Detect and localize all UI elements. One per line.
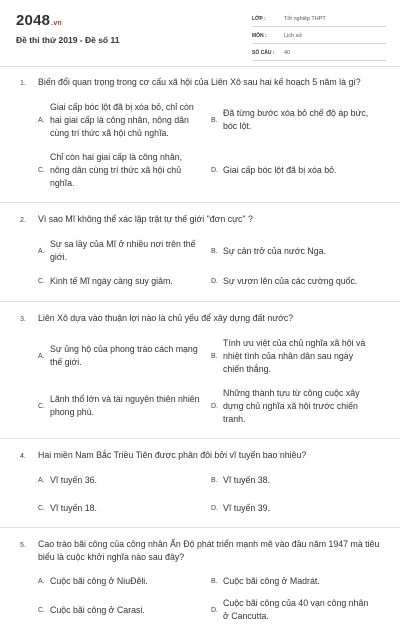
option-d[interactable]: [211, 384, 384, 428]
option-letter: D.: [211, 277, 218, 285]
question-2: [0, 213, 400, 291]
option-text: Chỉ còn hai giai cấp là công nhân, nông dân cùng trí thức xã hội chủ nghĩa.: [50, 151, 183, 188]
option-b[interactable]: [211, 98, 384, 142]
option-letter: A.: [38, 577, 45, 585]
option-b[interactable]: [211, 334, 384, 378]
option-text: Sự ủng hộ của phong trào cách mạng thế giới.: [50, 344, 198, 367]
option-text: Vĩ tuyến 39.: [223, 502, 270, 513]
option-letter: D.: [211, 606, 218, 614]
question-3: [0, 312, 400, 428]
question-text: Liên Xô dựa vào thuận lợi nào là chủ yếu để xây dựng đất nước?: [38, 313, 294, 323]
option-d[interactable]: [211, 148, 384, 192]
question-text: Cao trào bãi công của công nhân Ấn Độ phát triển mạnh mẽ vào đầu năm 1947 mà tiêu biểu là cuộc khởi nghĩa nào sau đây?: [38, 539, 380, 562]
option-a[interactable]: [38, 334, 211, 378]
option-letter: B.: [211, 352, 218, 360]
option-d[interactable]: [211, 271, 384, 291]
option-text: Tính ưu việt của chủ nghĩa xã hội và nhiệt tình của nhân dân sau ngày chiến thắng.: [223, 337, 366, 374]
option-c[interactable]: [38, 384, 211, 428]
option-letter: D.: [211, 504, 218, 512]
option-d[interactable]: [211, 596, 384, 624]
option-text: Kinh tế Mĩ ngày càng suy giảm.: [50, 275, 173, 286]
option-letter: C.: [38, 606, 45, 614]
option-b[interactable]: [211, 471, 384, 489]
question-divider: [0, 438, 400, 439]
header-divider: [0, 66, 400, 67]
option-a[interactable]: [38, 98, 211, 142]
option-text: Sự cản trở của nước Nga.: [223, 245, 327, 256]
option-c[interactable]: [38, 596, 211, 624]
meta-row-subject: [252, 29, 386, 44]
exam-title: Đề thi thử 2019 - Đề số 11: [16, 35, 120, 45]
option-letter: C.: [38, 166, 45, 174]
option-b[interactable]: [211, 572, 384, 590]
option-a[interactable]: [38, 572, 211, 590]
option-text: Giai cấp bóc lột đã bị xóa bỏ, chỉ còn hai giai cấp là công nhân, nông dân cùng trí thức xã hội chủ nghĩa.: [50, 101, 194, 138]
question-4: [0, 449, 400, 517]
option-letter: B.: [211, 247, 218, 255]
option-letter: B.: [211, 116, 218, 124]
option-letter: D.: [211, 402, 218, 410]
option-text: Vĩ tuyến 18.: [50, 502, 97, 513]
question-1: [0, 76, 400, 192]
question-divider: [0, 202, 400, 203]
option-text: Vĩ tuyến 36.: [50, 474, 97, 485]
meta-value: Tốt nghiệp THPT: [284, 16, 326, 22]
option-letter: C.: [38, 277, 45, 285]
option-text: Vĩ tuyến 38.: [223, 474, 270, 485]
option-letter: C.: [38, 402, 45, 410]
question-text: Biến đổi quan trọng trong cơ cấu xã hội của Liên Xô sau hai kế hoạch 5 năm là gì?: [38, 77, 361, 87]
option-text: Cuộc bãi công ở NiuĐêli.: [50, 575, 148, 586]
meta-label: MÔN :: [252, 33, 267, 39]
meta-value: 40: [284, 50, 291, 56]
meta-label: LỚP :: [252, 16, 266, 22]
option-letter: C.: [38, 504, 45, 512]
question-divider: [0, 527, 400, 528]
option-letter: A.: [38, 247, 45, 255]
option-letter: A.: [38, 476, 45, 484]
option-letter: A.: [38, 116, 45, 124]
option-text: Cuộc bãi công ở Madrát.: [223, 575, 320, 586]
question-divider: [0, 301, 400, 302]
option-letter: D.: [211, 166, 218, 174]
option-d[interactable]: [211, 499, 384, 517]
option-text: Những thành tựu từ công cuộc xây dựng chủ nghĩa xã hội trước chiến tranh.: [223, 387, 360, 424]
meta-label: SỐ CÂU :: [252, 50, 275, 56]
option-letter: B.: [211, 476, 218, 484]
logo-text: 2048: [16, 12, 51, 29]
option-c[interactable]: [38, 271, 211, 291]
option-c[interactable]: [38, 148, 211, 192]
option-text: Sự vươn lên của các cường quốc.: [223, 275, 358, 286]
option-text: Lãnh thổ lớn và tài nguyên thiên nhiên phong phú.: [50, 394, 200, 417]
option-text: Sự sa lầy của Mĩ ở nhiều nơi trên thế giới.: [50, 239, 196, 262]
question-number: 1.: [20, 80, 26, 87]
meta-row-count: [252, 46, 386, 61]
option-text: Đã từng bước xóa bỏ chế độ áp bức, bóc lột.: [223, 108, 369, 131]
option-text: Cuộc bãi công ở Carasi.: [50, 604, 145, 615]
option-text: Giai cấp bóc lột đã bị xóa bỏ.: [223, 164, 337, 175]
question-text: Hai miền Nam Bắc Triều Tiên được phân đôi bởi vĩ tuyến bao nhiêu?: [38, 450, 307, 460]
question-text: Vì sao Mĩ không thể xác lập trật tự thế giới "đơn cực" ?: [38, 214, 253, 224]
option-letter: A.: [38, 352, 45, 360]
site-logo[interactable]: [16, 12, 62, 29]
question-5: [0, 538, 400, 624]
question-number: 3.: [20, 316, 26, 323]
option-text: Cuộc bãi công của 40 vạn công nhân ở Cancutta.: [223, 598, 369, 621]
question-number: 4.: [20, 453, 26, 460]
meta-row-class: [252, 12, 386, 27]
option-c[interactable]: [38, 499, 211, 517]
logo-suffix: .vn: [51, 20, 62, 27]
option-a[interactable]: [38, 237, 211, 265]
question-number: 5.: [20, 542, 26, 549]
question-list: [0, 76, 400, 624]
option-b[interactable]: [211, 237, 384, 265]
exam-meta: [252, 12, 386, 63]
meta-value: Lịch sử: [284, 33, 303, 39]
page-header: [0, 0, 400, 62]
option-a[interactable]: [38, 471, 211, 489]
option-letter: B.: [211, 577, 218, 585]
question-number: 2.: [20, 217, 26, 224]
